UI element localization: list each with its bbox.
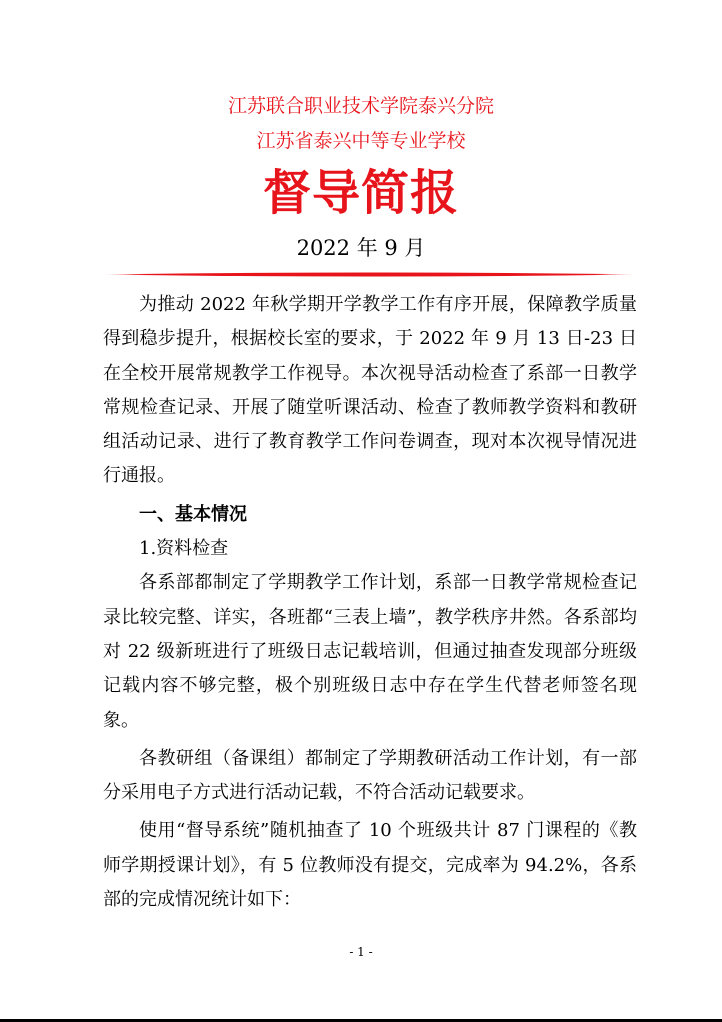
document-title: 督导简报 — [262, 165, 459, 221]
section-heading-basic-situation: 一、基本情况 — [139, 503, 247, 525]
subsection-heading-document-check: 1.资料检查 — [139, 538, 229, 560]
paragraph-teaching-research-groups: 各教研组（备课组）都制定了学期教研活动工作计划，有一部分采用电子方式进行活动记载，不符合活动记载要求。 — [103, 747, 637, 804]
paragraph-department-records: 各系部都制定了学期教学工作计划，系部一日教学常规检查记录比较完整、详实，各班都“三表上墙”，教学秩序井然。各系部均对 22 级新班进行了班级日志记载培训，但通过抽查发现部分班级记载内容不够完整，极个别班级日志中存在学生代替老师签名现象。 — [103, 572, 637, 731]
organization-name-secondary: 江苏省泰兴中等专业学校 — [256, 130, 466, 152]
intro-paragraph: 为推动 2022 年秋学期开学教学工作有序开展，保障教学质量得到稳步提升，根据校长室的要求，于 2022 年 9 月 13 日-23 日在全校开展常规教学工作视导。本次视导活动检查了系部一日教学常规检查记录、开展了随堂听课活动、检查了教师教学资料和教研组活动记录、进行了教育教学工作问卷调查，现对本次视导情况进行通报。 — [103, 294, 637, 487]
report-body — [103, 288, 637, 917]
organization-name-primary: 江苏联合职业技术学院泰兴分院 — [227, 95, 494, 117]
issue-date: 2022 年 9 月 — [296, 236, 426, 260]
page-number: - 1 - — [349, 945, 373, 959]
red-divider-rule — [103, 271, 637, 278]
paragraph-teaching-plan-check: 使用“督导系统”随机抽查了 10 个班级共计 87 门课程的《教师学期授课计划》，有 5 位教师没有提交，完成率为 94.2%，各系部的完成情况统计如下： — [103, 820, 637, 911]
